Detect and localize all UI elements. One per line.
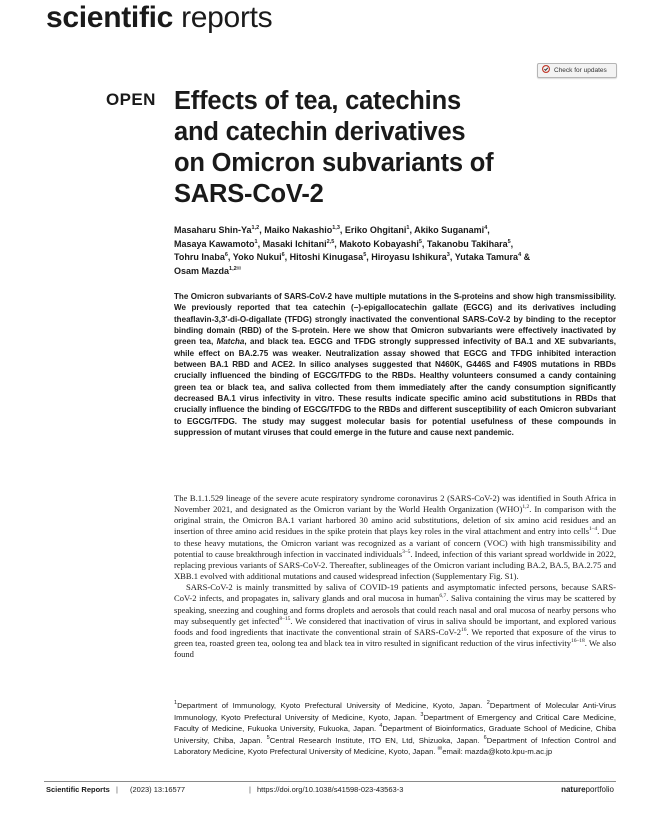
reference-link[interactable]: 3–5 — [402, 548, 411, 555]
author[interactable]: Yutaka Tamura$^4$ — [454, 252, 522, 262]
author[interactable]: Hiroyasu Ishikura$^3$ — [371, 252, 450, 262]
footer-separator: | — [249, 785, 251, 794]
body-paragraph: The B.1.1.529 lineage of the severe acute respiratory syndrome coronavirus 2 (SARS-CoV-2) was identified in South Africa in November 2021, and designated as the Omicron variant by the World Health Organization (WHO)$^{1,2}$. In comparison with the original strain, the Omicron BA.1 variant harbored 30 amino acid substitutions, deletion of six amino acid residues and an insertion of three amino acid residues in the spike protein that plays key roles in the viral attachment and entry into cells$^{1-4}$. Due to these heavy mutations, the Omicron variant was recognized as a variant of concern (VOC) with high transmissibility and potential to cause breakthrough infection in vaccinated individuals$^{3-5}$. Indeed, infection of this variant spread worldwide in 2022, replacing previous variants of SARS-CoV-2. Thereafter, sublineages of the Omicron variant including BA.2, BA.5, BA.2.75 and XBB.1 evolved with additional mutations and caused widespread infection (Supplementary Fig. S1). — [174, 493, 617, 582]
journal-name-light: reports — [173, 1, 273, 34]
article-title: Effects of tea, catechins and catechin derivatives on Omicron subvariants of SARS-CoV-2 — [174, 87, 494, 208]
author-list: Masaharu Shin-Ya$^{1,2}$, Maiko Nakashio$^{1,3}$, Eriko Ohgitani$^1$, Akiko Suganami$^4$, Masaya Kawamoto$^1$, Masaki Ichitani$^{2,5}$, Makoto Kobayashi$^5$, Takanobu Takihara$^5$, Tohru Inaba$^6$, Yoko Nukui$^6$, Hitoshi Kinugasa$^5$, Hiroyasu Ishikura$^3$, Yutaka Tamura$^4$ & Osam Mazda$^{1,2✉}$ — [174, 225, 531, 276]
author[interactable]: Yoko Nukui$^6$ — [232, 252, 285, 262]
reference-link[interactable]: 8–15 — [279, 615, 291, 622]
page-footer — [46, 784, 616, 796]
footer-separator: | — [116, 785, 118, 794]
journal-name-bold: scientific — [46, 1, 174, 34]
check-for-updates-button[interactable] — [537, 63, 617, 78]
author[interactable]: Maiko Nakashio$^{1,3}$ — [264, 225, 340, 235]
author[interactable]: Masaki Ichitani$^{2,5}$ — [262, 238, 335, 249]
reference-link[interactable]: 1,2 — [522, 504, 530, 511]
body-paragraph: SARS-CoV-2 is mainly transmitted by saliva of COVID-19 patients and asymptomatic infected persons, because SARS-CoV-2 infects, and propagates in, salivary glands and oral mucosa in human$^{6,7}$. Saliva containing the virus may be scattered by speaking, sneezing and coughing and forms droplets and aerosols that could reach nasal and oral mucosa of nearby persons who may subsequently get infected$^{8-15}$. We considered that inactivation of virus in saliva should be important, and explored various foods and food ingredients that inactivate the conventional strain of SARS-$CoV-2^{16}$. We reported that exposure of the virus to green tea, roasted green tea, oolong tea and black tea in vitro resulted in significant reduction of the virus infectivity$^{16-18}$. We also found — [174, 582, 617, 660]
abstract: The Omicron subvariants of SARS-CoV-2 have multiple mutations in the S-proteins and show high transmissibility. We previously reported that tea catechin (−)-epigallocatechin gallate (EGCG) and its derivatives including theaflavin-3,3′-di-O-digallate (TFDG) strongly inactivated the conventional SARS-CoV-2 by binding to the receptor binding domain (RBD) of the S-protein. Here we show that Omicron subvariants were effectively inactivated by green tea, Matcha, and black tea. EGCG and TFDG strongly suppressed infectivity of BA.1 and XE subvariants, while effect on BA.2.75 was weaker. Neutralization assay showed that EGCG and TFDG inhibited interaction between BA.1 RBD and ACE2. In silico analyses suggested that N460K, G446S and F490S mutations in RBDs crucially influenced the binding of EGCG/TFDG to the RBDs. Healthy volunteers consumed a candy containing green tea or black tea, and saliva collected from them immediately after the candy consumption significantly decreased BA.1 virus infectivity in vitro. These results indicate specific amino acid substitutions in RBDs that crucially influence the binding of EGCG/TFDG to the RBDs and different susceptibility of each Omicron subvariant to EGCG/TFDG. The study may suggest molecular basis for potential usefulness of these compounds in suppression of mutant viruses that could emerge in the future and cause next pandemic. — [174, 292, 616, 438]
author[interactable]: Takanobu Takihara$^5$ — [426, 238, 511, 249]
author[interactable]: Hitoshi Kinugasa$^5$ — [289, 252, 367, 262]
author[interactable]: Akiko Suganami$^4$ — [414, 225, 488, 235]
open-access-label: OPEN — [106, 90, 156, 109]
corresponding-author-mark: 1,2✉ — [229, 265, 242, 272]
footer-journal-name: Scientific Reports — [46, 785, 110, 794]
reference-link[interactable]: 1–4 — [589, 526, 598, 533]
reference-link[interactable]: 16–18 — [571, 638, 585, 645]
author[interactable]: Eriko Ohgitani$^1$ — [344, 225, 410, 235]
reference-link[interactable]: 6,7 — [439, 593, 447, 600]
author[interactable]: Masaya Kawamoto$^1$ — [174, 238, 258, 249]
author[interactable]: Tohru Inaba$^6$ — [174, 252, 228, 262]
author[interactable]: Makoto Kobayashi$^5$ — [339, 238, 422, 249]
reference-link[interactable]: 16 — [461, 626, 467, 633]
email-icon: ✉ — [437, 746, 443, 753]
publisher-logo: natureportfolio — [561, 785, 614, 794]
author[interactable]: Masaharu Shin-Ya$^{1,2}$ — [174, 225, 260, 235]
check-updates-label: Check for updates — [554, 67, 607, 74]
main-text — [174, 493, 616, 660]
footer-citation: (2023) 13:16577 — [130, 785, 186, 794]
author[interactable]: Osam Mazda$^{1,2✉}$ — [174, 265, 242, 276]
abstract-italic-term: Matcha — [216, 337, 245, 347]
footer-doi-link[interactable]: https://doi.org/10.1038/s41598-023-43563-3 — [257, 785, 404, 794]
check-updates-icon — [542, 65, 550, 73]
journal-logo — [46, 2, 272, 34]
footer-divider — [44, 781, 616, 782]
affiliations: $^1$Department of Immunology, Kyoto Prefectural University of Medicine, Kyoto, Japan. $^2$Department of Molecular Anti-Virus Immunology, Kyoto Prefectural University of Medicine, Kyoto, Japan. $^3$Department of Emergency and Critical Care Medicine, Faculty of Medicine, Fukuoka University, Fukuoka, Japan. $^4$Department of Bioinformatics, Graduate School of Medicine, Chiba University, Chiba, Japan. $^5$Central Research Institute, ITO EN, Ltd, Shizuoka, Japan. $^6$Department of Infection Control and Laboratory Medicine, Kyoto Prefectural University of Medicine, Kyoto, Japan. ✉email: mazda@koto.kpu-m.ac.jp — [174, 700, 616, 757]
corresponding-email[interactable]: email: mazda@koto.kpu-m.ac.jp — [442, 747, 553, 757]
